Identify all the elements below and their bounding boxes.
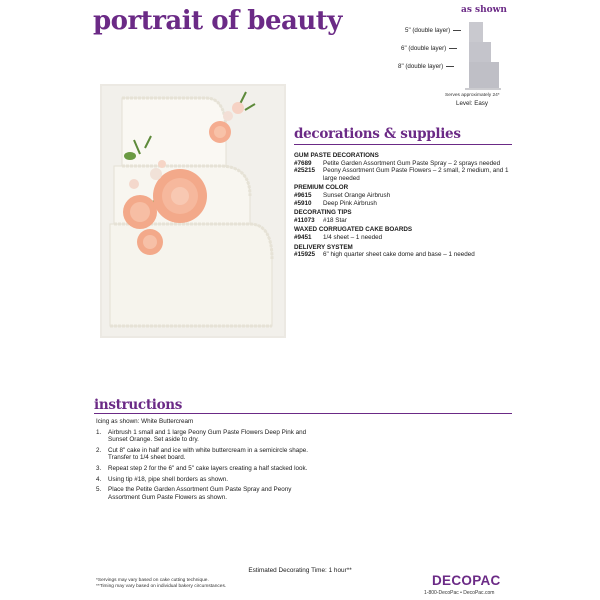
item-code: #9451 bbox=[294, 233, 312, 241]
as-shown-heading: as shown bbox=[461, 5, 507, 15]
contact-info: 1-800-DecoPac • DecoPac.com bbox=[424, 590, 495, 596]
layer-label-text: 8" (double layer) bbox=[398, 63, 444, 70]
layer-label-text: 5" (double layer) bbox=[405, 27, 451, 34]
difficulty-level: Level: Easy bbox=[456, 100, 488, 107]
decorating-tips-category: DECORATING TIPS bbox=[294, 209, 352, 217]
step-number: 3. bbox=[96, 464, 102, 472]
tier-top-shape bbox=[469, 22, 483, 42]
bottom-tier bbox=[110, 224, 272, 326]
step-number: 5. bbox=[96, 486, 102, 494]
page-title: portrait of beauty bbox=[93, 6, 342, 36]
servings-note: Serves approximately 24* bbox=[445, 93, 500, 98]
supply-item bbox=[294, 217, 524, 225]
layer-label-6in bbox=[401, 45, 457, 52]
step-text: Airbrush 1 small and 1 large Peony Gum Paste Flowers Deep Pink and Sunset Orange. Set aside to dry. bbox=[108, 428, 307, 444]
item-desc: 6" high quarter sheet cake dome and base – 1 needed bbox=[323, 251, 475, 259]
supply-item bbox=[294, 251, 524, 259]
premium-color-category: PREMIUM COLOR bbox=[294, 184, 349, 192]
estimated-time: Estimated Decorating Time: 1 hour** bbox=[248, 567, 352, 574]
instructions-body bbox=[96, 418, 316, 504]
item-code: #25215 bbox=[294, 167, 316, 175]
tier-bottom-shape bbox=[469, 62, 499, 88]
icing-note: Icing as shown: White Buttercream bbox=[96, 418, 194, 425]
supply-item bbox=[294, 167, 524, 182]
instruction-steps bbox=[96, 429, 316, 502]
step-text: Using tip #18, pipe shell borders as shown. bbox=[108, 475, 229, 483]
instructions-divider bbox=[94, 413, 512, 414]
tier-middle-shape bbox=[469, 42, 491, 62]
step-text: Repeat step 2 for the 6" and 5" cake layers creating a half stacked look. bbox=[108, 464, 308, 472]
supply-item bbox=[294, 234, 524, 242]
decorations-heading: decorations & supplies bbox=[294, 126, 461, 142]
instruction-step bbox=[96, 476, 316, 484]
instruction-step bbox=[96, 429, 316, 444]
item-code: #15925 bbox=[294, 251, 316, 259]
footnotes bbox=[96, 578, 226, 590]
item-code: #9615 bbox=[294, 191, 312, 199]
item-code: #11073 bbox=[294, 216, 315, 224]
instructions-heading: instructions bbox=[94, 397, 183, 413]
gum-paste-category: GUM PASTE DECORATIONS bbox=[294, 152, 379, 159]
item-desc: Peony Assortment Gum Paste Flowers – 2 small, 2 medium, and 1 large needed bbox=[323, 167, 509, 182]
delivery-system-category: DELIVERY SYSTEM bbox=[294, 243, 353, 251]
item-desc: Deep Pink Airbrush bbox=[323, 199, 377, 207]
step-number: 1. bbox=[96, 428, 102, 436]
decorations-divider bbox=[294, 144, 512, 145]
item-code: #5910 bbox=[294, 199, 312, 207]
step-number: 4. bbox=[96, 475, 102, 483]
item-desc: Sunset Orange Airbrush bbox=[323, 191, 391, 199]
item-desc: #18 Star bbox=[323, 216, 347, 224]
instruction-step bbox=[96, 486, 316, 501]
step-text: Place the Petite Garden Assortment Gum Paste Spray and Peony Assortment Gum Paste Flowers as shown. bbox=[108, 486, 292, 501]
item-code: #7689 bbox=[294, 159, 312, 167]
step-text: Cut 8" cake in half and ice with white buttercream in a semicircle shape. Transfer to 1/4 sheet board. bbox=[108, 446, 308, 462]
step-number: 2. bbox=[96, 446, 102, 454]
cake-boards-category: WAXED CORRUGATED CAKE BOARDS bbox=[294, 226, 413, 234]
footnote: *Servings may vary based on cake cutting technique. bbox=[96, 578, 209, 583]
instruction-step bbox=[96, 465, 316, 473]
supply-item bbox=[294, 160, 524, 168]
decopac-logo: DECOPAC bbox=[432, 573, 501, 588]
supplies-list bbox=[294, 150, 524, 259]
supply-item bbox=[294, 200, 524, 208]
layer-label-text: 6" (double layer) bbox=[401, 45, 447, 52]
instruction-step bbox=[96, 447, 316, 462]
item-desc: Petite Garden Assortment Gum Paste Spray – 2 sprays needed bbox=[323, 159, 501, 167]
cake-photo bbox=[100, 84, 286, 338]
item-desc: 1/4 sheet – 1 needed bbox=[323, 233, 383, 241]
footnote: **Timing may vary based on individual bakery circumstances. bbox=[96, 584, 227, 589]
tier-side-diagram bbox=[465, 16, 501, 92]
layer-label-5in bbox=[405, 27, 461, 34]
layer-label-8in bbox=[398, 63, 454, 70]
supply-item bbox=[294, 192, 524, 200]
